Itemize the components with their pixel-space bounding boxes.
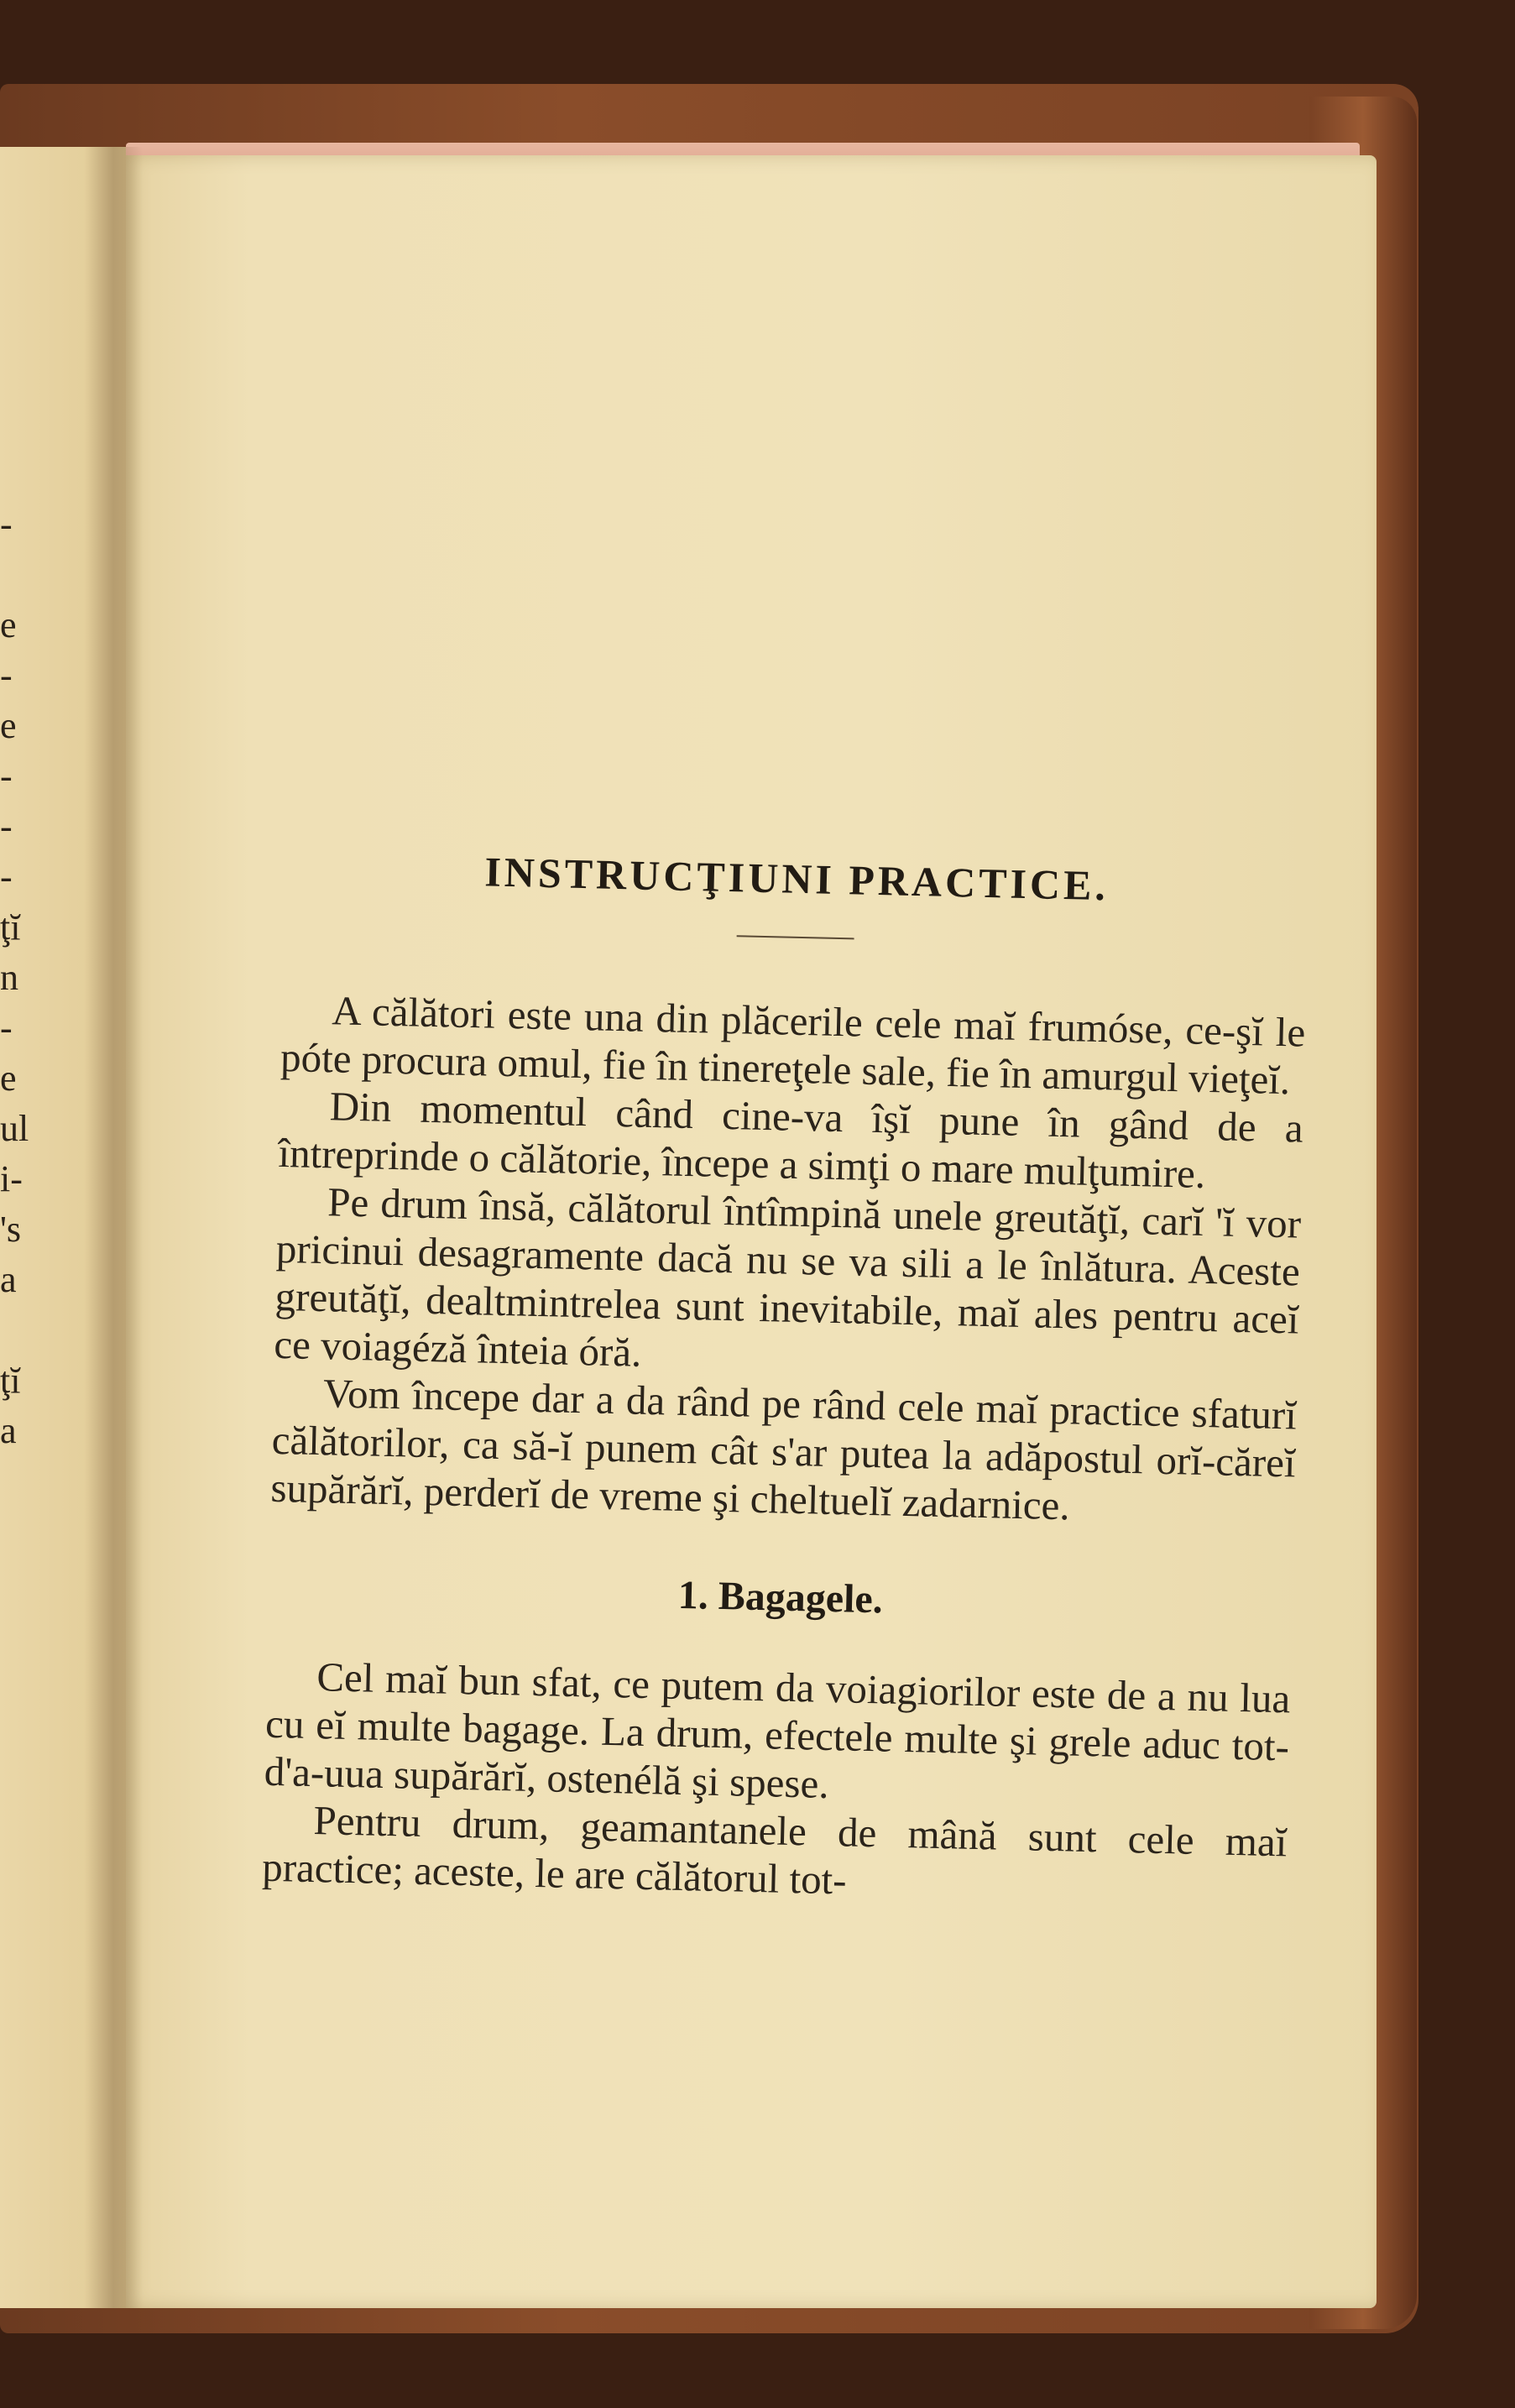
fragment: a [0,1410,17,1451]
page-gutter [84,147,143,2308]
fragment: a [0,1259,17,1300]
fragment: - [0,1007,13,1048]
fragment: 's [0,1209,22,1250]
fragment: e [0,1058,17,1099]
title-divider [737,935,854,939]
fragment: - [0,806,13,847]
book-page [126,155,1377,2308]
fragment: - [0,504,13,545]
fragment: n [0,957,18,998]
fragment: ţĭ [0,1360,21,1401]
fragment: - [0,755,13,797]
facing-page-text [0,499,34,1456]
page-text [262,844,1309,1914]
section-title: 1. Bagagele. [677,1572,884,1622]
fragment: ţĭ [0,906,21,948]
paragraph: Vom începe dar a da rând pe rând cele maĭ practice sfaturĭ călătorilor, ca să-ĭ punem cât s'ar putea la adăpostul orĭ-căreĭ supărărĭ, perderĭ de vreme şi cheltuelĭ zadarnice. [269,1370,1298,1529]
fragment: i- [0,1158,23,1199]
paragraph: Pentru drum, geamantanele de mână sunt cele maĭ practice; aceste, le are călătorul tot- [261,1797,1288,1904]
page-title: INSTRUCŢIUNI PRACTICE. [483,848,1110,910]
fragment: e [0,604,17,645]
fragment [0,550,34,600]
fragment [0,1305,34,1355]
fragment: - [0,856,13,897]
fragment: - [0,655,13,696]
paragraph: Din momentul când cine-va îşĭ pune în gând de a întreprinde o călătorie, începe a simţi o mare mulţumire. [278,1083,1304,1197]
paragraph: Pe drum însă, călătorul întîmpină unele greutăţĭ, carĭ 'ĭ vor pricinui desagramente dacă nu se va sili a le înlătura. Aceste greutăţĭ, dealtmintrelea sunt inevitabile, maĭ ales pentru aceĭ ce voiagéză înteia óră. [273,1178,1302,1376]
paragraph: Cel maĭ bun sfat, ce putem da voiagiorilor este de a nu lua cu eĭ multe bagage. La drum, efectele multe şi grele aduc tot-d'a-uua supărărĭ, ostenélă şi spese. [264,1653,1291,1807]
fragment: ul [0,1108,29,1149]
fragment: e [0,705,17,746]
paragraph: A călători este una din plăcerile cele maĭ frumóse, ce-şĭ le póte procura omul, fie în tinereţele sale, fie în amurgul vieţeĭ. [279,987,1306,1104]
